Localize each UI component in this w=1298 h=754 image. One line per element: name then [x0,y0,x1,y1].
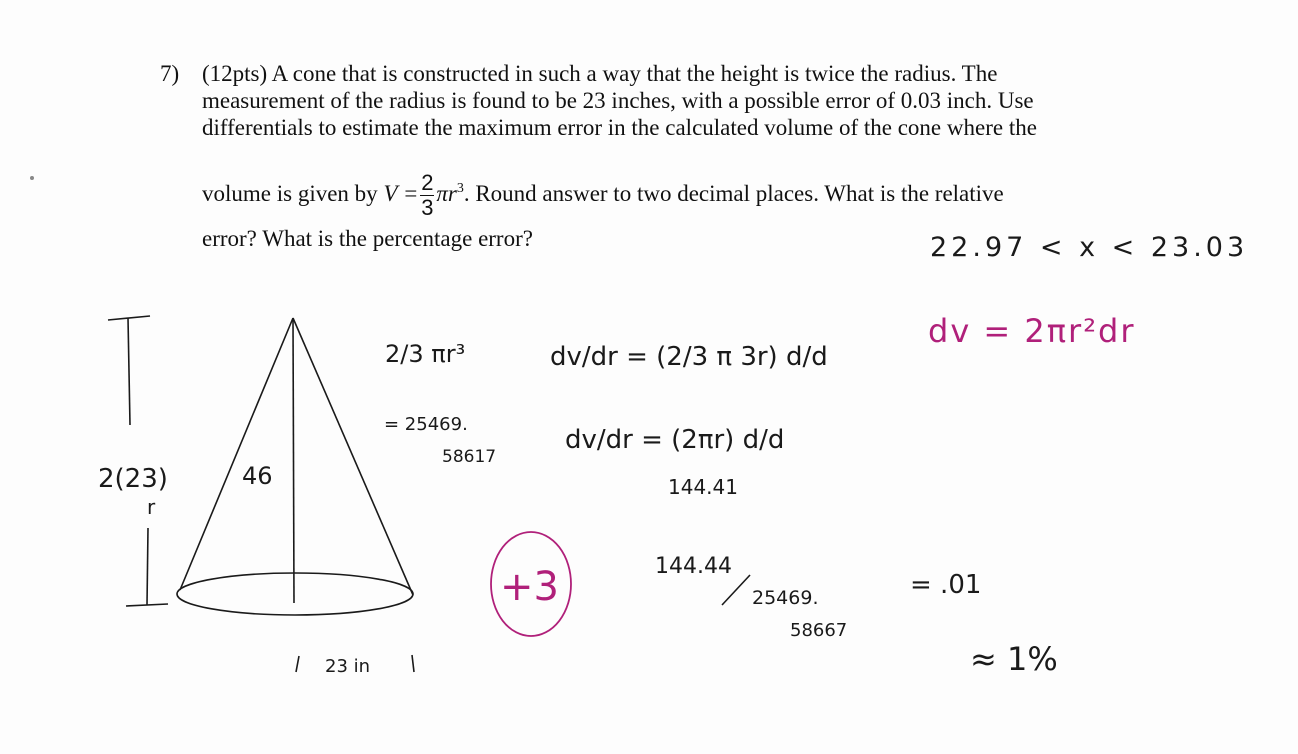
problem-line-4-end: . Round answer to two decimal places. What is the relative [463,180,1004,206]
formula-rhs: πr [436,180,457,206]
problem-line-3: differentials to estimate the maximum error in the calculated volume of the cone where the [202,115,1037,140]
derivative-step-1: dv/dr = (2/3 π 3r) d/d [550,342,828,372]
cone-sketch [108,316,414,672]
problem-number: 7) [160,61,180,86]
ratio-denominator-cont: 58667 [790,620,848,641]
height-label: 2(23) [98,464,168,494]
problem-line-4-start: volume is given by [202,180,378,206]
ratio-slash [722,575,750,605]
derivative-value: 144.41 [668,475,738,499]
formula-lhs: V = [383,180,419,206]
fraction-numerator: 2 [421,170,434,195]
derivative-step-2: dv/dr = (2πr) d/d [565,425,785,455]
volume-value: = 25469. [384,414,468,435]
ratio-numerator: 144.44 [655,554,732,579]
percentage-error: ≈ 1% [970,640,1058,678]
problem-line-1: (12pts) A cone that is constructed in such a way that the height is twice the radius. The [202,61,998,86]
error-interval: 22.97 < x < 23.03 [930,232,1249,263]
score-circle [491,532,571,636]
volume-value-cont: 58617 [442,447,497,467]
fraction-denominator: 3 [421,195,434,220]
ratio-denominator: 25469. [752,587,819,609]
score-mark: +3 [500,564,559,610]
relative-error: = .01 [910,570,982,600]
volume-formula: 2/3 πr³ [385,340,466,368]
problem-line-2: measurement of the radius is found to be 23 inches, with a possible error of 0.03 inch. Use [202,88,1034,113]
grader-formula: dv = 2πr²dr [928,312,1136,350]
problem-line-5: error? What is the percentage error? [202,226,533,251]
formula-exponent: 3 [456,181,464,197]
slant-label: 46 [242,462,273,490]
radius-label: 23 in [325,656,371,677]
height-sub-label: r [147,495,156,519]
